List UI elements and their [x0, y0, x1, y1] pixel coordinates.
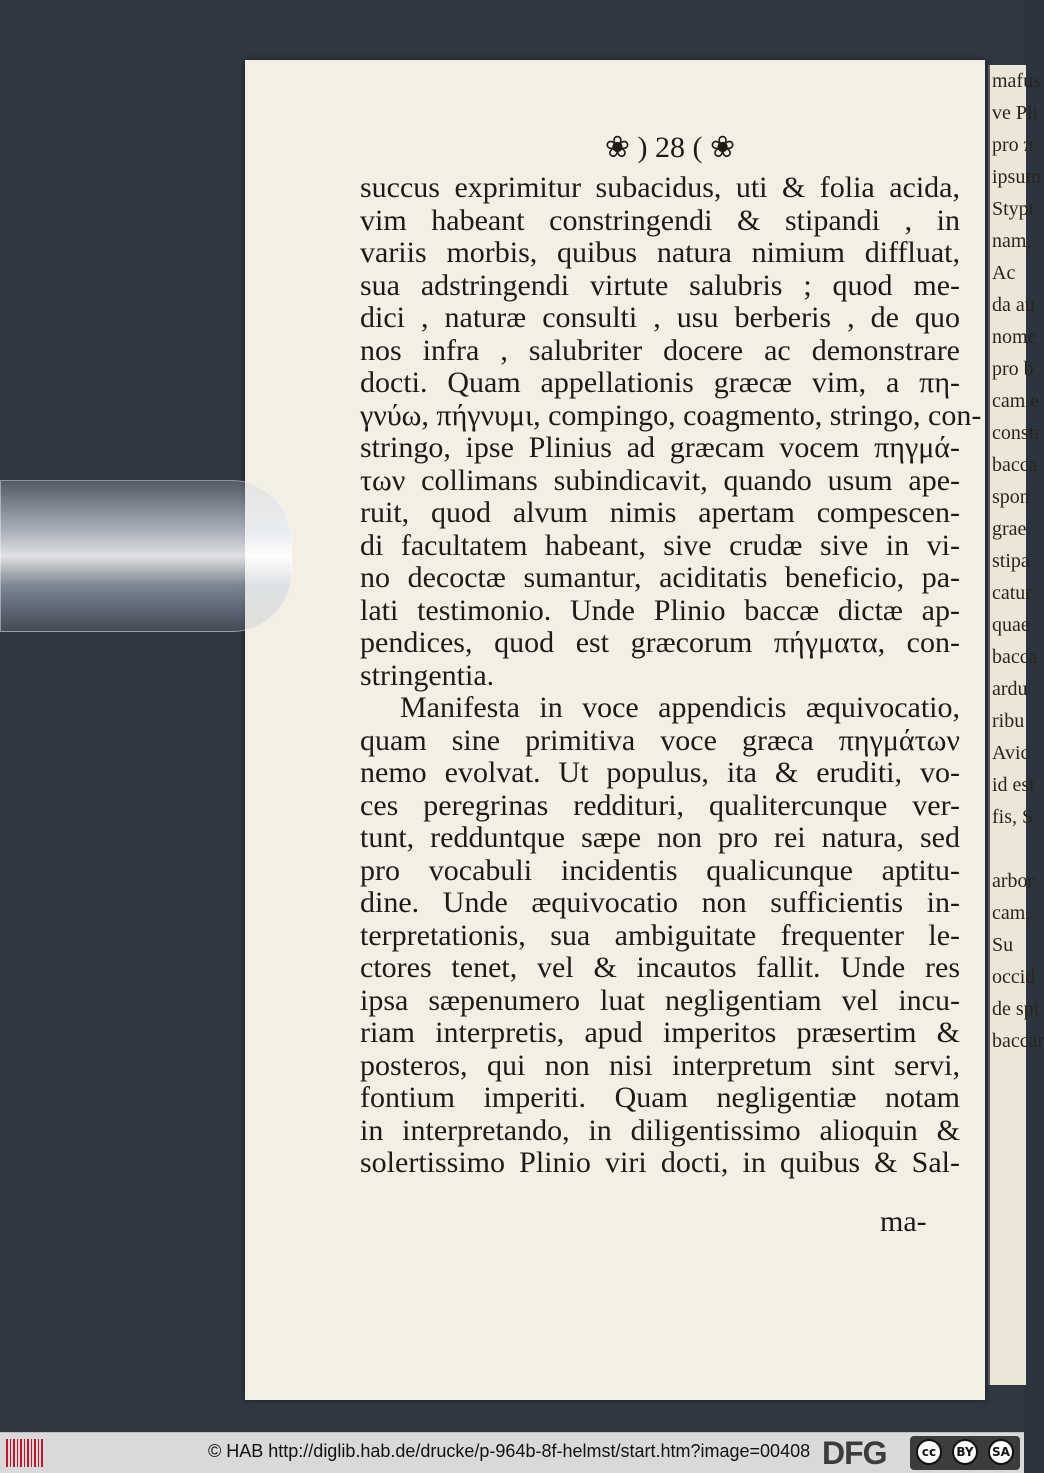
next-page-fragment: Ac	[992, 262, 1016, 284]
sa-icon: SA	[988, 1439, 1014, 1465]
hab-logo-icon	[6, 1439, 44, 1467]
text-line: nos infra , salubriter docere ac demonstrare	[360, 333, 960, 367]
text-line: ctores tenet, vel & incautos fallit. Unde res	[360, 951, 960, 984]
page-text	[360, 171, 982, 1180]
next-page-fragment: nam,	[992, 230, 1032, 252]
text-line: di facultatem habeant, sive crudæ sive in vi-	[360, 528, 960, 562]
next-page-fragment: pro b	[992, 358, 1034, 380]
next-page-fragment: bacca	[992, 646, 1038, 668]
text-line: no decoctæ sumantur, aciditatis beneficio, pa-	[360, 561, 960, 594]
text-line: riam interpretis, apud imperitos præsertim &	[360, 1016, 960, 1049]
next-page-fragment: ve Pli	[992, 102, 1039, 124]
next-page-fragment: cam e	[992, 390, 1040, 412]
text-line: ipsa sæpenumero luat negligentiam vel incu-	[360, 983, 960, 1017]
next-page-fragment: id est	[992, 774, 1035, 796]
next-page-fragment: Su	[992, 934, 1014, 956]
text-line: dici , naturæ consulti , usu berberis , de quo	[360, 301, 960, 334]
next-page-fragment: Avic	[992, 742, 1030, 764]
next-page-fragment: spon	[992, 486, 1030, 508]
catchword: ma-	[880, 1205, 927, 1238]
next-page-fragment: nome	[992, 326, 1037, 348]
next-page-fragment: constr	[992, 422, 1041, 444]
next-page-fragment: ardu	[992, 678, 1028, 700]
cc-icon: cc	[916, 1439, 942, 1465]
text-line: stringentia.	[360, 658, 495, 692]
next-page-fragment: pro π	[992, 134, 1034, 156]
next-page-fragment: baccar	[992, 1030, 1044, 1052]
text-line: terpretationis, sua ambiguitate frequenter le-	[360, 918, 960, 952]
next-page-fragment: ribu	[992, 710, 1025, 732]
next-page-fragment	[990, 833, 1026, 865]
cc-license-badge[interactable]	[910, 1436, 1020, 1470]
text-line: ces peregrinas reddituri, qualitercunque ver-	[360, 788, 960, 822]
text-line: quam sine primitiva voce græca πηγμάτων	[360, 723, 960, 757]
text-line: vim habeant constringendi & stipandi , in	[360, 203, 960, 237]
next-page-fragment: bacca	[992, 454, 1038, 476]
text-line: γνύω, πήγνυμι, compingo, coagmento, stringo, con-	[360, 398, 982, 432]
next-page-fragment: cam,	[992, 902, 1031, 924]
text-line: tunt, redduntque sæpe non pro rei natura, sed	[360, 821, 960, 854]
text-line: pendices, quod est græcorum πήγματα, con-	[360, 626, 960, 659]
by-icon: BY	[952, 1439, 978, 1465]
text-line: stringo, ipse Plinius ad græcam vocem πηγμά-	[360, 431, 960, 464]
text-line: Manifesta in voce appendicis æquivocatio,	[400, 691, 960, 724]
next-page-fragment: Stypt	[992, 198, 1035, 220]
text-line: fontium imperiti. Quam negligentiæ notam	[360, 1081, 960, 1114]
next-page-fragment: fis, S	[992, 806, 1034, 828]
text-line: variis morbis, quibus natura nimium diffluat,	[360, 236, 960, 269]
page-header: ❀ ) 28 ( ❀	[604, 131, 736, 164]
text-line: docti. Quam appellationis græcæ vim, a πη-	[360, 366, 960, 399]
next-page-edge	[988, 65, 1044, 1385]
text-line: succus exprimitur subacidus, uti & folia acida,	[360, 171, 960, 204]
next-page-fragment: quae	[992, 614, 1030, 636]
text-line: lati testimonio. Unde Plinio baccæ dictæ ap-	[360, 593, 960, 627]
text-line: posteros, qui non nisi interpretum sint servi,	[360, 1048, 960, 1082]
next-page-fragment: arbor	[992, 870, 1035, 892]
text-line: ruit, quod alvum nimis apertam compescen-	[360, 496, 960, 529]
next-page-fragment: mafus	[992, 70, 1041, 92]
text-line: sua adstringendi virtute salubris ; quod me-	[360, 268, 960, 302]
dfg-logo: DFG	[822, 1435, 887, 1471]
text-line: in interpretando, in diligentissimo alioquin &	[360, 1113, 960, 1147]
footer-bar	[0, 1432, 1024, 1473]
next-page-fragment: de spi	[992, 998, 1040, 1020]
next-page-fragment: grae	[992, 518, 1027, 540]
text-line: nemo evolvat. Ut populus, ita & eruditi, vo-	[360, 756, 960, 789]
next-page-fragment: catur	[992, 582, 1032, 604]
next-page-fragment: stipa	[992, 550, 1030, 572]
text-line: pro vocabuli incidentis qualicunque aptitu-	[360, 853, 960, 887]
copyright-link[interactable]: © HAB http://diglib.hab.de/drucke/p-964b-8f-helmst/start.htm?image=00408	[208, 1441, 811, 1461]
text-line: των collimans subindicavit, quando usum ape-	[360, 463, 960, 497]
next-page-fragment: da au	[992, 294, 1035, 316]
next-page-fragment: ipsum	[992, 166, 1041, 188]
next-page-fragment: occid	[992, 966, 1036, 988]
glass-clip	[0, 480, 292, 632]
text-line: solertissimo Plinio viri docti, in quibus & Sal-	[360, 1146, 960, 1179]
text-line: dine. Unde æquivocatio non sufficientis in-	[360, 886, 960, 919]
